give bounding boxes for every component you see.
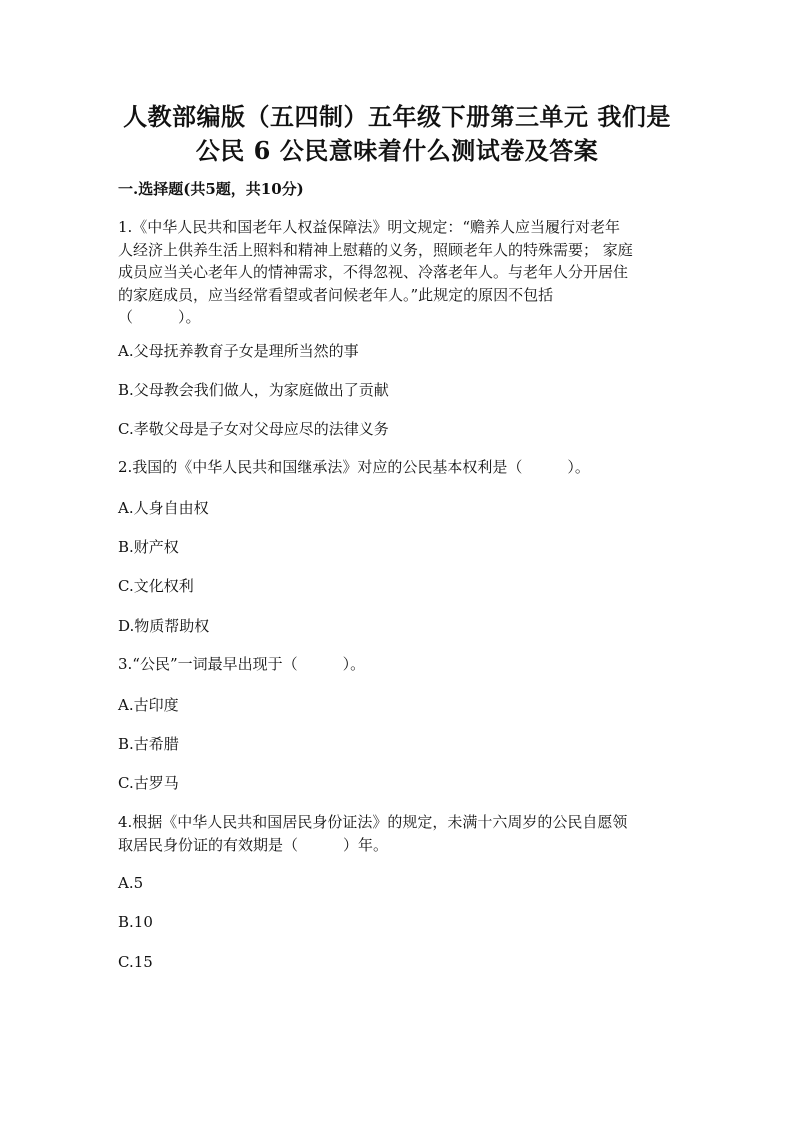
question-1-line-2: 人经济上供养生活上照料和精神上慰藉的义务，照顾老年人的特殊需要； 家庭 (118, 240, 633, 259)
question-1-option-b: B.父母教会我们做人，为家庭做出了贡献 (118, 381, 389, 399)
question-4-option-b: B.10 (118, 913, 153, 931)
question-2-option-d: D.物质帮助权 (118, 617, 210, 635)
question-1-option-c: C.孝敬父母是子女对父母应尽的法律义务 (118, 420, 389, 438)
question-1-line-4: 的家庭成员，应当经常看望或者问候老年人。”此规定的原因不包括 (118, 285, 554, 304)
question-4-line-1: 4.根据《中华人民共和国居民身份证法》的规定，未满十六周岁的公民自愿领 (118, 813, 628, 831)
page-title-line-1: 人教部编版（五四制）五年级下册第三单元 我们是 (123, 102, 671, 131)
question-3 (118, 653, 678, 676)
question-3-option-b: B.古希腊 (118, 735, 179, 753)
question-4-line-2: 取居民身份证的有效期是（ ）年。 (118, 835, 389, 854)
question-2 (118, 456, 678, 479)
question-1-option-a: A.父母抚养教育子女是理所当然的事 (118, 342, 359, 360)
question-4-option-c: C.15 (118, 953, 153, 971)
question-1-line-3: 成员应当关心老年人的情神需求，不得忽视、冷落老年人。与老年人分开居住 (118, 263, 629, 281)
question-1-line-1: 1.《中华人民共和国老年人权益保障法》明文规定：“赡养人应当履行对老年 (118, 218, 620, 236)
question-3-option-c: C.古罗马 (118, 774, 179, 792)
question-4 (118, 811, 678, 856)
question-4-option-a: A.5 (118, 874, 144, 892)
question-3-line-1: 3.“公民”一词最早出现于（ ）。 (118, 655, 366, 673)
question-2-option-c: C.文化权利 (118, 577, 194, 595)
section-heading: 一.选择题(共5题，共10分) (118, 180, 304, 198)
question-2-line-1: 2.我国的《中华人民共和国继承法》对应的公民基本权利是（ ）。 (118, 458, 590, 476)
page-title-line-2: 公民 6 公民意味着什么测试卷及答案 (195, 136, 599, 165)
question-2-option-a: A.人身自由权 (118, 499, 209, 517)
question-1-line-5: （ ）。 (118, 308, 201, 326)
question-2-option-b: B.财产权 (118, 538, 179, 556)
question-3-option-a: A.古印度 (118, 696, 179, 714)
question-1 (118, 216, 678, 329)
